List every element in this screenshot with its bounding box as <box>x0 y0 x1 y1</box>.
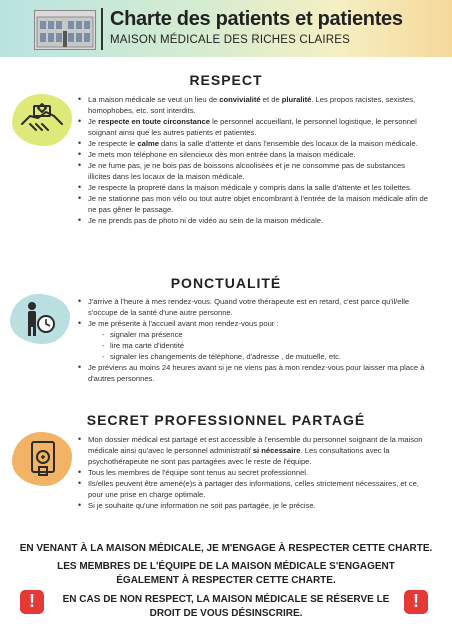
item-text: . Les consultations avec la psychothérapeute ne sont pas partagées avec le reste de l'équipe. <box>88 446 390 466</box>
header-divider <box>101 8 103 50</box>
list-item <box>78 160 428 182</box>
item-emphasis: calme <box>137 139 159 148</box>
person-clock-icon <box>10 294 70 344</box>
item-emphasis: convivialité <box>219 95 261 104</box>
list-item <box>78 94 428 116</box>
item-emphasis: pluralité <box>281 95 312 104</box>
item-text: et de <box>260 95 282 104</box>
sub-list-item: - lire ma carte d'identité <box>88 340 428 351</box>
item-text: Je préviens au moins 24 heures avant si je ne viens pas à mon rendez-vous pour laisser ma place à d'autres personnes. <box>88 363 425 383</box>
handshake-icon <box>12 94 72 146</box>
list-item <box>78 193 428 215</box>
item-text: J'arrive à l'heure à mes rendez-vous. Quand votre thérapeute est en retard, c'est parce qu'il/elle s'occupe de la santé d'une autre personne. <box>88 297 410 317</box>
respect-list <box>78 94 428 226</box>
secret-list <box>78 434 428 511</box>
header-banner <box>0 0 452 57</box>
item-text: Je respecte le <box>88 139 138 148</box>
item-emphasis: si nécessaire <box>252 446 301 455</box>
item-text: Si je souhaite qu'une information ne soit pas partagée, je le précise. <box>88 501 316 510</box>
item-text: . Les propos racistes, sexistes, homophobes, etc. sont interdits. <box>88 95 416 115</box>
footer-commitment: EN VENANT À LA MAISON MÉDICALE, JE M'ENGAGE À RESPECTER CETTE CHARTE. <box>19 543 433 554</box>
list-item <box>78 362 428 384</box>
list-item <box>78 318 428 362</box>
list-item <box>78 500 428 511</box>
footer-warning-line2: DROIT DE VOUS DÉSINSCRIRE. <box>149 608 303 619</box>
building-logo <box>34 10 96 50</box>
ponctualite-list <box>78 296 428 384</box>
list-item <box>78 467 428 478</box>
section-title-respect: RESPECT <box>189 72 263 88</box>
exclamation-icon <box>404 590 428 614</box>
sub-list-item: - signaler ma présence <box>88 329 428 340</box>
footer-team-line2: ÉGALEMENT À RESPECTER CETTE CHARTE. <box>116 575 336 586</box>
footer-warning-line1: EN CAS DE NON RESPECT, LA MAISON MÉDICALE SE RÉSERVE LE <box>62 594 390 605</box>
item-text: Je me présente à l'accueil avant mon rendez-vous pour : <box>88 319 279 328</box>
item-text: Je respecte la propreté dans la maison médicale y compris dans la salle d'attente et les toilettes. <box>88 183 412 192</box>
item-text: Je ne prends pas de photo ni de vidéo au sein de la maison médicale. <box>88 216 324 225</box>
item-text: dans la salle d'attente et dans l'ensemble des locaux de la maison médicale. <box>158 139 418 148</box>
item-text: Je <box>88 117 99 126</box>
section-title-secret: SECRET PROFESSIONNEL PARTAGÉ <box>86 412 366 428</box>
section-title-ponctualite: PONCTUALITÉ <box>170 275 282 291</box>
exclamation-icon <box>20 590 44 614</box>
item-text: Je mets mon téléphone en silencieux dès mon entrée dans la maison médicale. <box>88 150 356 159</box>
list-item <box>78 215 428 226</box>
page-title: Charte des patients et patientes <box>110 8 403 30</box>
list-item <box>78 182 428 193</box>
item-text: le personnel accueillant, le personnel logistique, le personnel soignant ainsi que les autres patients et patientes. <box>88 117 417 137</box>
footer-team-line1: LES MEMBRES DE L'ÉQUIPE DE LA MAISON MÉDICALE S'ENGAGENT <box>57 561 395 572</box>
list-item <box>78 138 428 149</box>
list-item <box>78 478 428 500</box>
list-item <box>78 434 428 467</box>
medical-file-icon <box>12 432 72 486</box>
item-text: La maison médicale se veut un lieu de <box>88 95 220 104</box>
item-text: Je ne fume pas, je ne bois pas de boissons alcoolisées et je ne consomme pas de substances illicites dans les locaux de la maison médicale. <box>88 161 406 181</box>
item-text: Tous les membres de l'équipe sont tenus au secret professionnel. <box>88 468 309 477</box>
item-text: Ils/elles peuvent être amené(e)s à partager des informations, celles strictement nécessaires, et ce, pour une prise en charge optimale. <box>88 479 419 499</box>
item-text: Mon dossier médical est partagé et est accessible à l'ensemble du personnel soignant de la maison médicale ainsi qu'avec le personnel administratif <box>88 435 423 455</box>
page-subtitle: MAISON MÉDICALE DES RICHES CLAIRES <box>110 34 351 46</box>
list-item <box>78 296 428 318</box>
list-item <box>78 116 428 138</box>
sub-list-item: - signaler les changements de téléphone, d'adresse , de mutuelle, etc. <box>88 351 428 362</box>
item-text: Je ne stationne pas mon vélo ou tout autre objet encombrant à l'entrée de la maison médicale afin de ne pas gêner le passage. <box>88 194 429 214</box>
sub-list <box>88 329 428 362</box>
item-emphasis: respecte en toute circonstance <box>98 117 210 126</box>
list-item <box>78 149 428 160</box>
